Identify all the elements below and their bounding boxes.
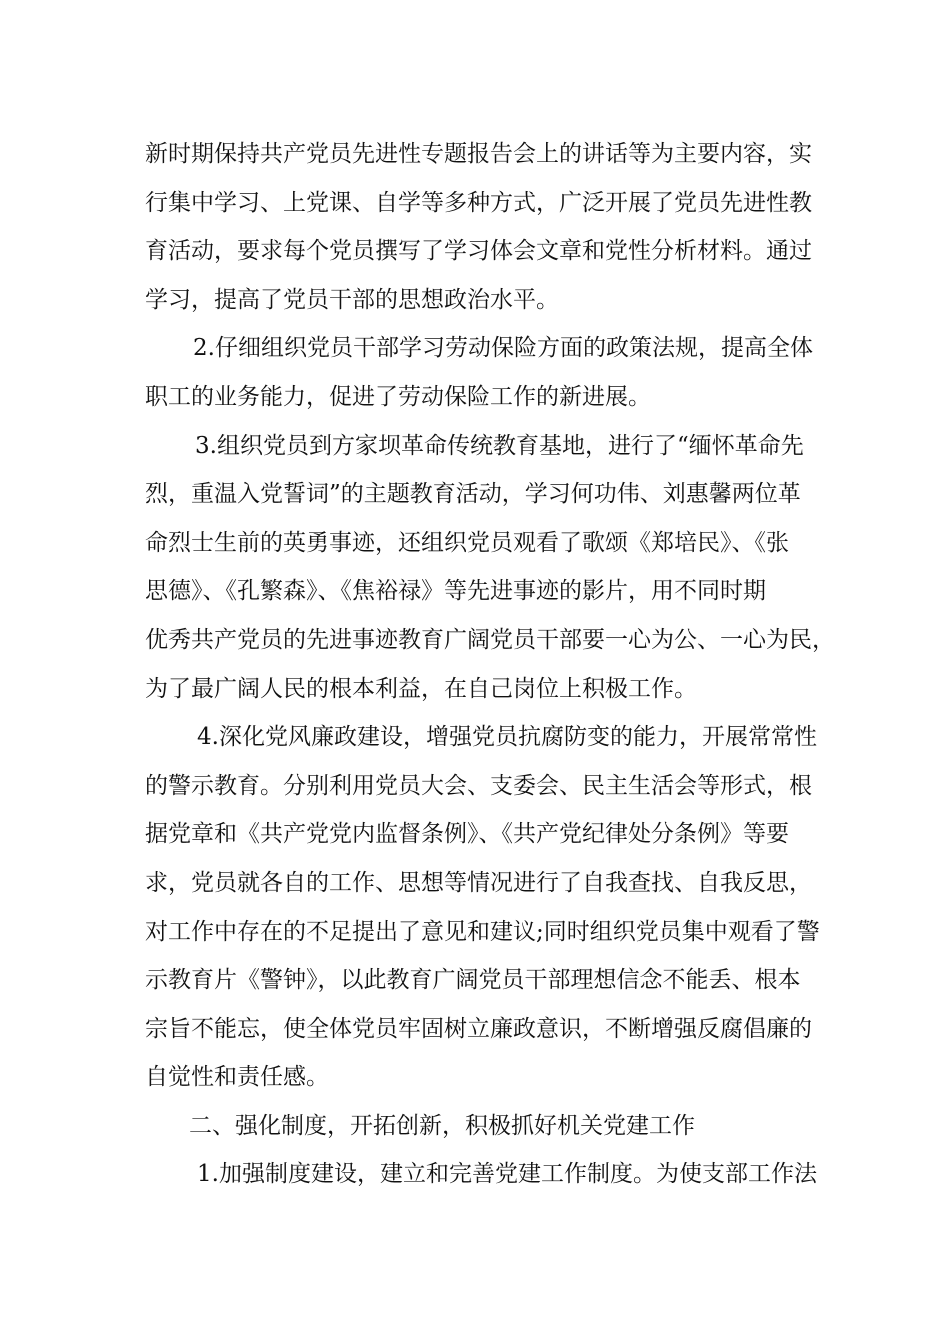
text-line: 对工作中存在的不足提出了意见和建议;同时组织党员集中观看了警 (145, 918, 820, 945)
text-line: 烈，重温入党誓词”的主题教育活动，学习何功伟、刘惠馨两位革 (145, 481, 801, 508)
text-line: 思德》、《孔繁森》、《焦裕禄》等先进事迹的影片，用不同时期 (145, 578, 766, 605)
section-heading: 二、强化制度，开拓创新，积极抓好机关党建工作 (189, 1112, 695, 1139)
text-line: 优秀共产党员的先进事迹教育广阔党员干部要一心为公、一心为民， (145, 626, 835, 653)
text-line: 命烈士生前的英勇事迹，还组织党员观看了歌颂《郑培民》、《张 (145, 529, 789, 556)
text-line: 学习，提高了党员干部的思想政治水平。 (145, 286, 559, 313)
text-line: 据党章和《共产党党内监督条例》、《共产党纪律处分条例》等要 (145, 821, 789, 848)
document-body (145, 130, 835, 1199)
text-line: 新时期保持共产党员先进性专题报告会上的讲话等为主要内容，实 (145, 141, 812, 167)
paragraph-start-line: 2.仔细组织党员干部学习劳动保险方面的政策法规，提高全体 (193, 335, 813, 362)
paragraph-start-line: 1.加强制度建设，建立和完善党建工作制度。为使支部工作法 (197, 1161, 817, 1188)
text-line: 自觉性和责任感。 (145, 1064, 329, 1091)
text-line: 的警示教育。分别利用党员大会、支委会、民主生活会等形式，根 (145, 772, 812, 799)
text-line: 为了最广阔人民的根本利益，在自己岗位上积极工作。 (145, 675, 697, 702)
text-line: 行集中学习、上党课、自学等多种方式，广泛开展了党员先进性教 (145, 189, 812, 216)
text-line: 职工的业务能力，促进了劳动保险工作的新进展。 (145, 383, 651, 410)
text-line: 育活动，要求每个党员撰写了学习体会文章和党性分析材料。通过 (145, 238, 812, 265)
text-line: 示教育片《警钟》，以此教育广阔党员干部理想信念不能丢、根本 (145, 967, 801, 994)
text-line: 求，党员就各自的工作、思想等情况进行了自我查找、自我反思， (145, 869, 812, 896)
paragraph-start-line: 3.组织党员到方家坝革命传统教育基地，进行了“缅怀革命先 (195, 432, 804, 459)
text-line: 宗旨不能忘，使全体党员牢固树立廉政意识，不断增强反腐倡廉的 (145, 1015, 812, 1042)
paragraph-start-line: 4.深化党风廉政建设，增强党员抗腐防变的能力，开展常常性 (197, 724, 817, 751)
